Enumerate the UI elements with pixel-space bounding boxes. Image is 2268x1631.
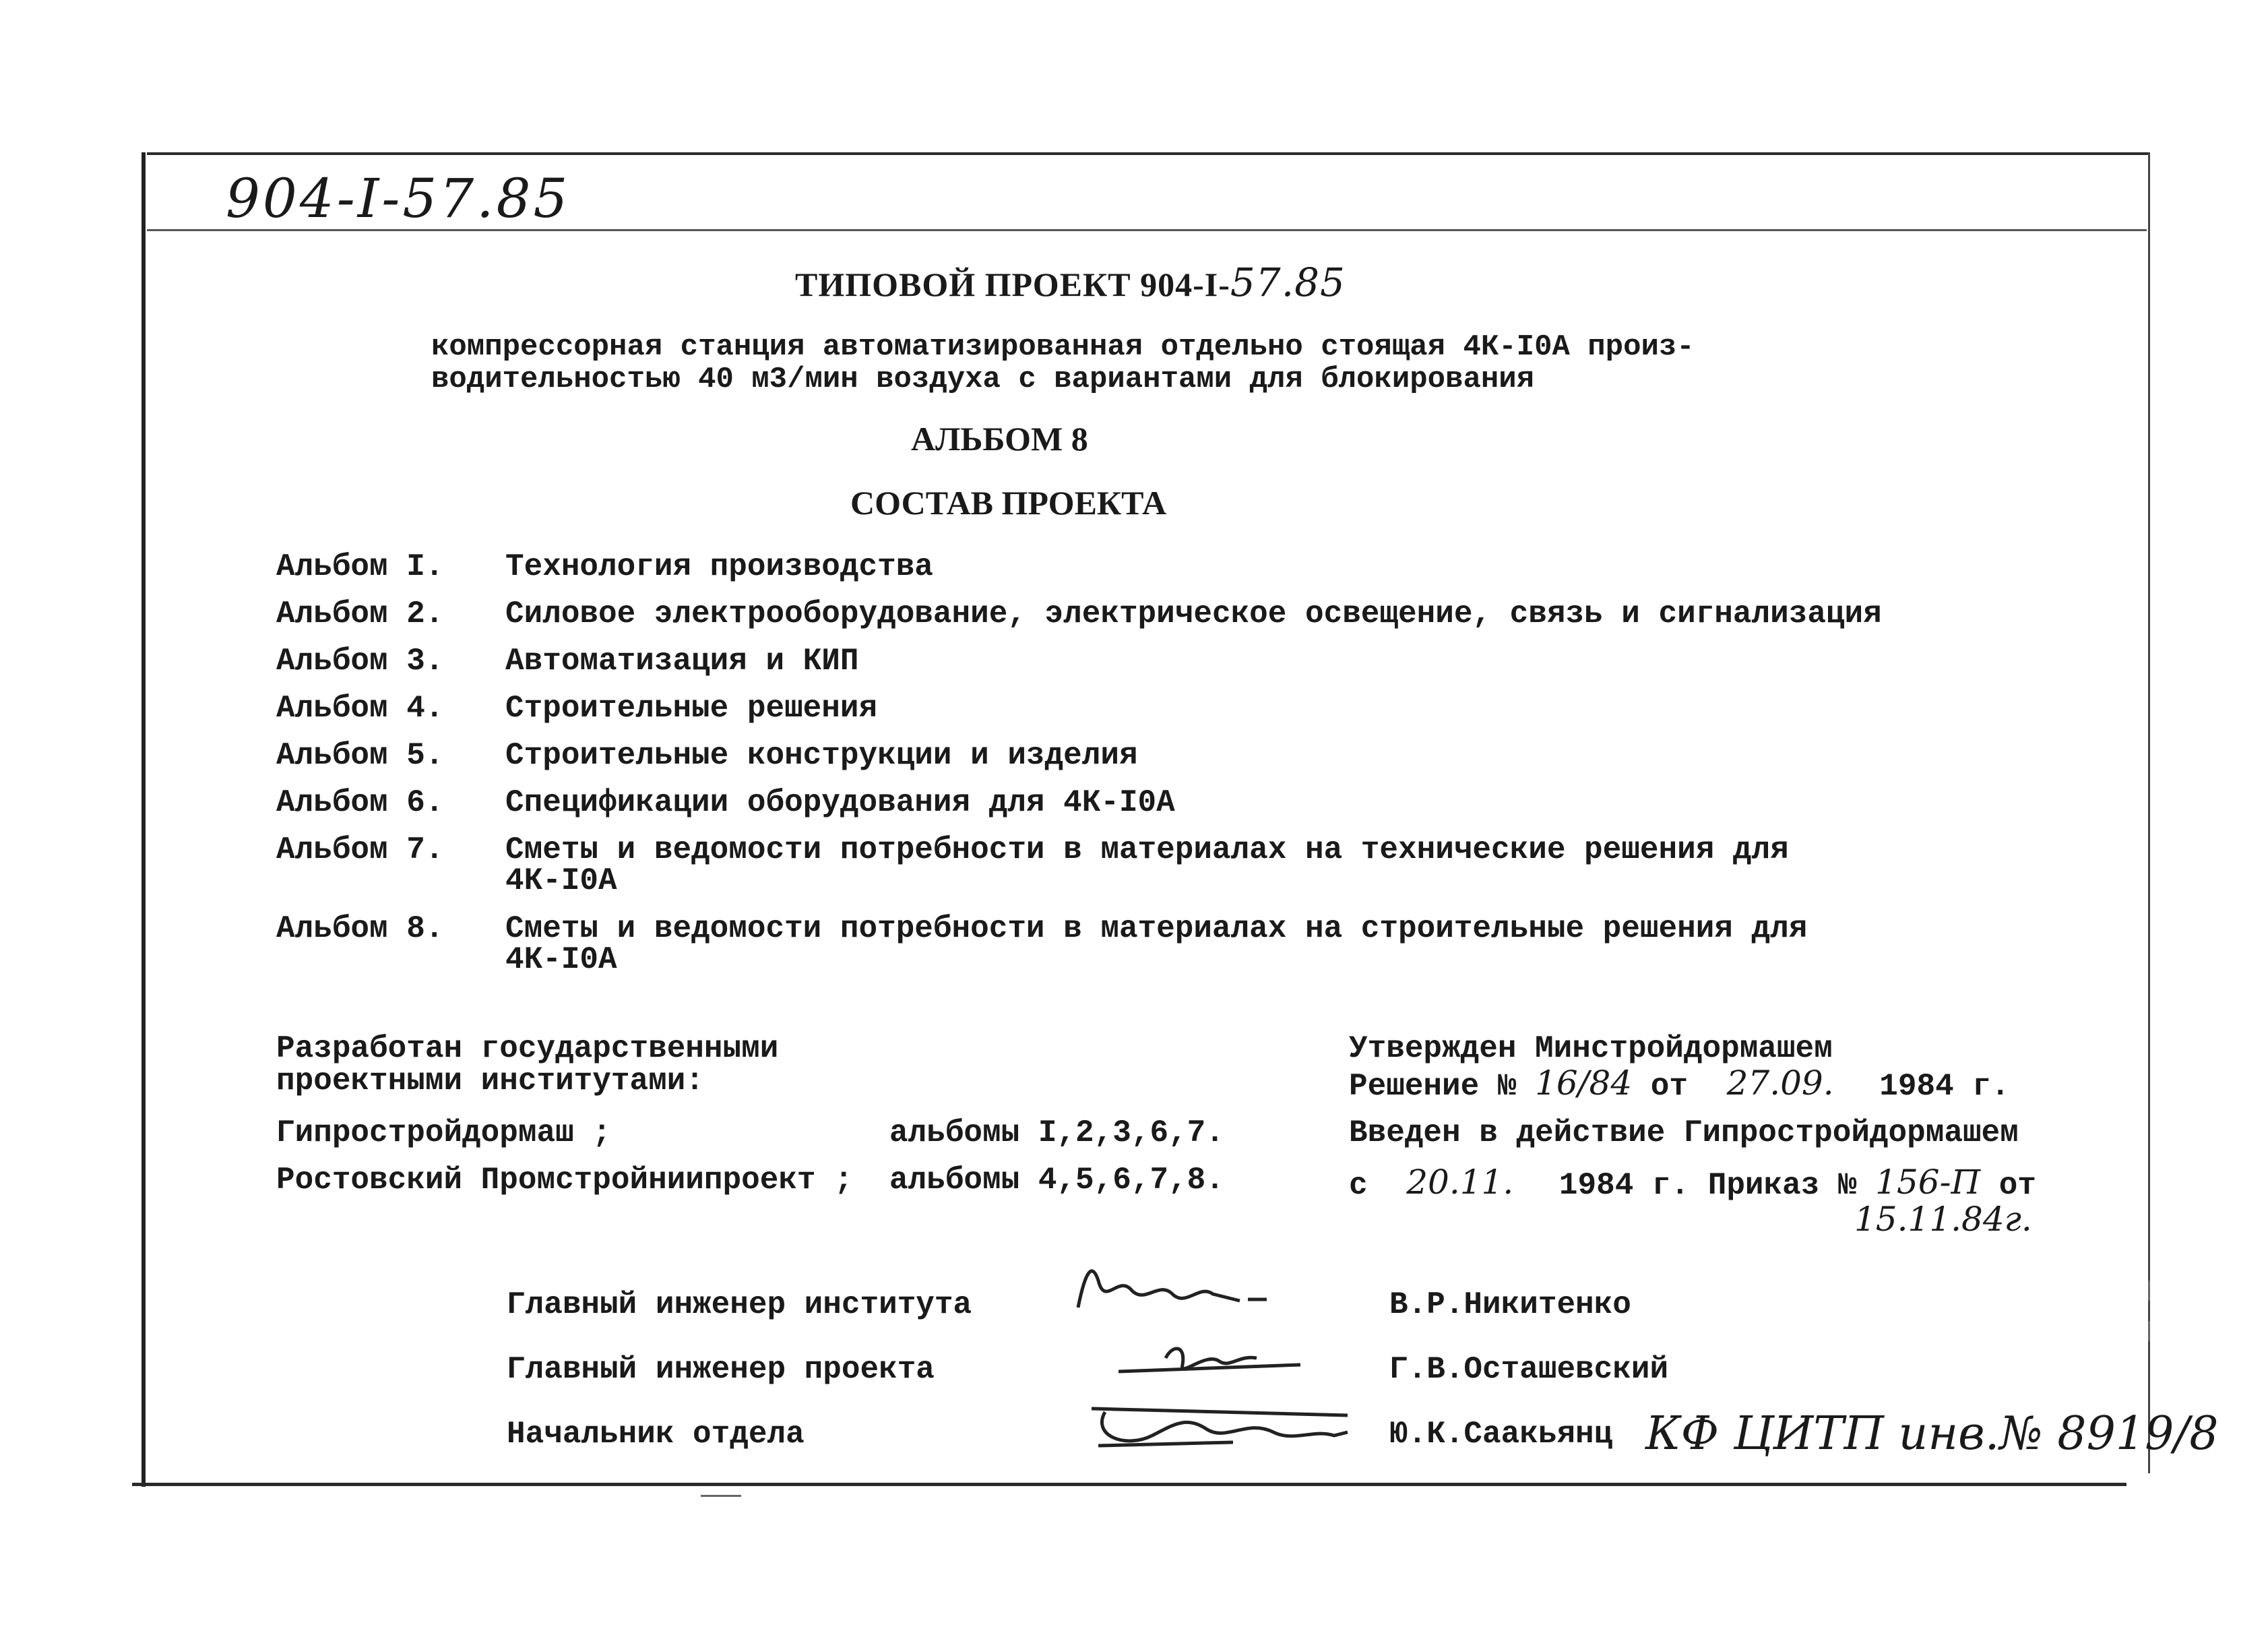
scan-mark — [2148, 1281, 2150, 1301]
title-number: 57.85 — [1230, 259, 1346, 305]
description-line-1: компрессорная станция автоматизированная отдельно стоящая 4К-I0А произ- — [431, 330, 1695, 364]
enact-date-line — [1349, 1163, 2036, 1203]
album-text: Сметы и ведомости потребности в материалах на строительные решения для — [505, 911, 1808, 946]
album-label: Альбом 7. — [276, 832, 444, 867]
scan-mark — [701, 1495, 741, 1497]
enacted-line: Введен в действие Гипростройдормашем — [1349, 1115, 2019, 1150]
frame-top-border — [147, 152, 2148, 155]
album-heading: АЛЬБОМ 8 — [911, 420, 1088, 458]
signature-title: Начальник отдела — [507, 1417, 805, 1452]
signature-title: Главный инженер проекта — [507, 1352, 935, 1387]
developed-line-2: проектными институтами: — [276, 1064, 704, 1099]
signature-name: В.Р.Никитенко — [1389, 1287, 1631, 1322]
frame-bottom-border — [132, 1483, 2127, 1486]
decision-line — [1349, 1064, 2009, 1104]
signature-2-handwritten — [1112, 1338, 1314, 1385]
decision-date: 27.09. — [1726, 1064, 1834, 1103]
decision-label: Решение № — [1349, 1069, 1517, 1104]
album-label: Альбом 2. — [276, 596, 444, 632]
album-text: Автоматизация и КИП — [505, 644, 859, 679]
decision-number: 16/84 — [1535, 1064, 1633, 1103]
institute-name: Гипростройдормаш ; — [276, 1115, 611, 1150]
decision-year: 1984 г. — [1879, 1069, 2010, 1104]
developed-line-1: Разработан государственными — [276, 1031, 779, 1066]
signature-3-handwritten — [1078, 1395, 1361, 1456]
enact-rest: 1984 г. Приказ № — [1558, 1168, 1857, 1203]
album-text-continued: 4К-I0А — [505, 942, 617, 977]
inventory-stamp: КФ ЦИТП инв.№ 8919/8 — [1645, 1407, 2219, 1460]
album-text: Силовое электрооборудование, электрическое освещение, связь и сигнализация — [505, 596, 1882, 632]
institute-name: Ростовский Промстройниипроект ; — [276, 1163, 853, 1198]
album-text-continued: 4К-I0А — [505, 863, 617, 898]
order-from: от — [1998, 1168, 2036, 1203]
title-label: ТИПОВОЙ ПРОЕКТ 904-I- — [795, 266, 1230, 303]
decision-from: от — [1650, 1069, 1688, 1104]
signature-name: Г.В.Осташевский — [1389, 1352, 1669, 1387]
signature-title: Главный инженер института — [507, 1287, 972, 1322]
scan-mark — [2148, 1321, 2150, 1341]
album-text: Сметы и ведомости потребности в материалах на технические решения для — [505, 832, 1789, 867]
album-label: Альбом I. — [276, 549, 444, 584]
description-line-2: водительностью 40 м3/мин воздуха с вариантами для блокирования — [431, 363, 1535, 396]
signature-1-handwritten — [1071, 1254, 1273, 1321]
signature-name: Ю.К.Саакьянц — [1389, 1417, 1613, 1452]
enact-date: 20.11. — [1406, 1163, 1514, 1202]
approved-line-1: Утвержден Минстройдормашем — [1349, 1031, 1833, 1066]
enact-prefix: с — [1349, 1168, 1368, 1203]
album-text: Строительные конструкции и изделия — [505, 738, 1138, 773]
album-text: Строительные решения — [505, 691, 878, 726]
project-code: 904-I-57.85 — [226, 167, 571, 230]
order-date: 15.11.84г. — [1854, 1200, 2032, 1239]
album-label: Альбом 3. — [276, 644, 444, 679]
album-text: Технология производства — [505, 549, 933, 584]
composition-heading: СОСТАВ ПРОЕКТА — [850, 484, 1167, 522]
institute-albums: альбомы 4,5,6,7,8. — [889, 1163, 1224, 1198]
frame-left-border — [141, 152, 146, 1487]
document-title — [795, 259, 1346, 305]
order-number: 156-П — [1875, 1163, 1981, 1202]
album-label: Альбом 6. — [276, 785, 444, 820]
album-label: Альбом 8. — [276, 911, 444, 946]
album-text: Спецификации оборудования для 4К-I0А — [505, 785, 1175, 820]
album-label: Альбом 5. — [276, 738, 444, 773]
frame-right-border — [2148, 152, 2150, 1473]
institute-albums: альбомы I,2,3,6,7. — [889, 1115, 1224, 1150]
album-label: Альбом 4. — [276, 691, 444, 726]
